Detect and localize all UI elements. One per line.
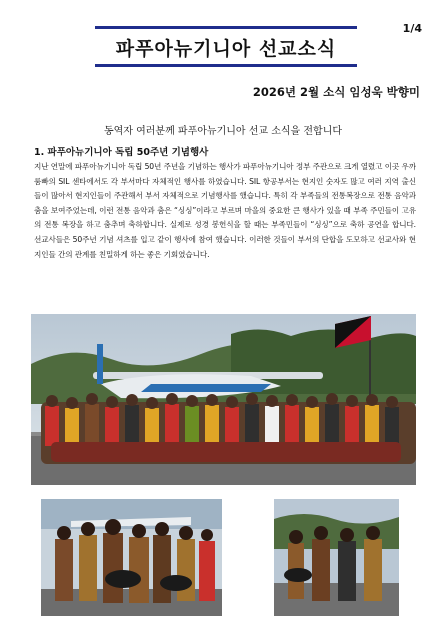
dancers-photo [41, 499, 222, 616]
drummers-photo [274, 499, 399, 616]
title-bottom-rule [95, 64, 357, 67]
page-number: 1/4 [402, 22, 422, 35]
byline: 2026년 2월 소식 임성욱 박향미 [252, 85, 420, 99]
page-title: 파푸아뉴기니아 선교소식 [115, 38, 337, 60]
greeting: 동역자 여러분께 파푸아뉴기니아 선교 소식을 전합니다 [103, 126, 343, 137]
section-heading: 1. 파푸아뉴기니아 독립 50주년 기념행사 [34, 147, 209, 158]
section-body: 지난 연말에 파푸아뉴기니아 독립 50년 주년을 기념하는 행사가 파푸아뉴기니아 정부 주관으로 크게 열렸고 이곳 우까룸빠의 SIL 센타에서도 각 부서마다 자체적인 행사를 하였습니다. SIL 항공부서는 현지인 숫자도 많고 여러 지역 출신들이 많아서 현지인들이 주관해서 부서 자체적으로 기념행사를 했습니다. 특히 각 부족들의 전통복장으로 전통 음악과 춤을 보여주었는데, 이런 전통 음악과 춤은 “싱싱”이라고 부르며 마을의 중요한 큰 행사가 있을 때 부족 주민들이 고유의 전통 복장을 하고 춤추며 축하합니다. 실제로 성경 봉헌식을 할 때는 부족민들이 “싱싱”으로 축하 공연을 합니다. 선교사들은 50주년 기념 셔츠를 입고 같이 행사에 참여 했습니다. 이러한 것들이 부서의 단합을 도모하고 선교사와 현지인들 간의 관계를 친밀하게 하는 좋은 기회였습니다. [34, 162, 416, 259]
group-photo [31, 314, 416, 485]
title-block [95, 26, 357, 67]
